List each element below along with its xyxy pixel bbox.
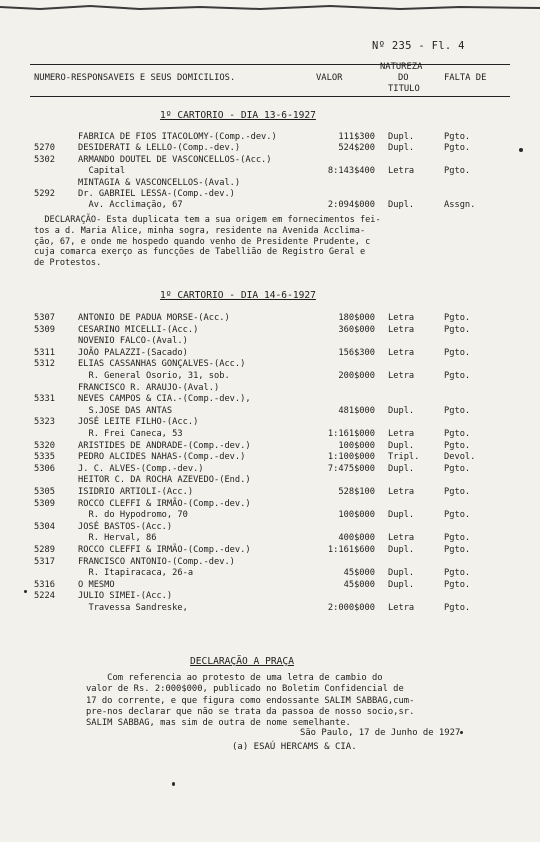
entry-text: R. General Osorio, 31, sob. [78,371,230,381]
entry-valor: 2:094$000 [327,200,375,211]
text-line: cuja comarca exerço as funcções de Tabellião de Registro Geral e [34,247,366,258]
entry-falta: Pgto. [444,166,471,177]
entry-valor: 8:143$400 [327,166,375,177]
entry-natureza: Letra [388,429,415,439]
ink-speck [172,782,175,786]
text-line: valor de Rs. 2:000$000, publicado no Boletim Confidencial de [86,684,404,695]
entry-valor: 2:000$000 [327,603,375,613]
entry-text: HEITOR C. DA ROCHA AZEVEDO-(End.) [78,475,251,486]
entry-text: ARMANDO DOUTEL DE VASCONCELLOS-(Acc.) [78,154,272,165]
header-col-natureza-3: TITULO [388,84,420,94]
header-col-valor: VALOR [316,73,343,83]
entry-valor: 1:161$000 [327,429,375,439]
entry-natureza: Tripl. [388,452,420,463]
text-line: ção, 67, e onde me hospedo quando venho de Presidente Prudente, c [34,236,371,247]
entry-row [0,580,540,590]
entry-falta: Pgto. [444,579,471,590]
entry-text: Travessa Sandreske, [78,603,188,613]
entry-number: 5316 [34,579,55,590]
entry-row [0,603,540,613]
entry-text: J. C. ALVES-(Comp.-dev.) [78,463,204,474]
entry-falta: Pgto. [444,533,471,544]
declaracao-title: DECLARAÇÃO A PRAÇA [190,656,294,667]
section2-title: 1º CARTORIO - DIA 14-6-1927 [160,290,316,301]
entry-row [0,189,540,199]
entry-row [0,325,540,335]
entry-natureza: Letra [388,347,415,358]
entry-row [0,143,540,153]
entry-row [0,429,540,439]
entry-falta: Pgto. [444,143,471,154]
entry-falta: Pgto. [444,463,471,474]
entry-row [0,336,540,346]
entry-row [0,359,540,369]
entry-text: ROCCO CLEFFI & IRMÃO-(Comp.-dev.) [78,498,251,509]
page-number: Nº 235 - Fl. 4 [372,40,465,52]
entry-falta: Pgto. [444,440,471,451]
entry-falta: Pgto. [444,603,471,613]
entry-valor: 45$000 [343,579,375,590]
entry-falta: Pgto. [444,568,471,579]
entry-text: ELIAS CASSANHAS GONÇALVES-(Acc.) [78,359,246,370]
entry-valor: 1:161$600 [327,545,375,555]
entry-row [0,348,540,358]
text-line: pre-nos declarar que não se trata da passoa de nosso socio,sr. [86,706,415,717]
entry-falta: Assgn. [444,200,476,211]
header-bottom-rule [30,96,510,97]
entry-falta: Pgto. [444,132,471,142]
entry-falta: Pgto. [444,429,471,439]
entry-text: JOSÉ LEITE FILHO-(Acc.) [78,417,199,428]
entry-text: FRANCISCO R. ARAUJO-(Aval.) [78,382,220,393]
entry-text: ISIDRIO ARTIOLI-(Acc.) [78,487,194,497]
entry-natureza: Letra [388,603,415,613]
entry-valor: 100$000 [338,510,375,521]
entry-row [0,475,540,485]
entry-row [0,510,540,520]
entry-number: 5270 [34,143,55,154]
entry-text: NEVES CAMPOS & CIA.-(Comp.-dev.), [78,394,251,405]
entry-row [0,132,540,142]
entry-row [0,178,540,188]
entry-row [0,464,540,474]
entry-falta: Pgto. [444,405,471,416]
text-line: Com referencia ao protesto de uma letra de cambio do [86,673,383,683]
entry-text: Dr. GABRIEL LESSA-(Comp.-dev.) [78,189,235,199]
entry-number: 5292 [34,189,55,199]
entry-text: Capital [78,166,126,177]
entry-row [0,545,540,555]
entry-row [0,394,540,404]
entry-falta: Pgto. [444,371,471,381]
text-line: de Protestos. [34,258,102,269]
entry-row [0,371,540,381]
entry-row [0,568,540,578]
entry-valor: 481$000 [338,405,375,416]
entry-text: R. Frei Caneca, 53 [78,429,183,439]
entry-valor: 7:475$000 [327,463,375,474]
entry-text: R. do Hypodromo, 70 [78,510,188,521]
entry-natureza: Dupl. [388,568,415,579]
entry-natureza: Dupl. [388,405,415,416]
ink-speck [519,148,523,152]
entry-number: 5302 [34,154,55,165]
entry-natureza: Dupl. [388,440,415,451]
entry-number: 5309 [34,498,55,509]
entry-row [0,452,540,462]
text-line: tos a d. Maria Alice, minha sogra, residente na Avenida Acclima- [34,225,366,236]
entry-valor: 180$000 [338,313,375,323]
entry-text: R. Herval, 86 [78,533,157,544]
entry-row [0,406,540,416]
entry-text: JULIO SIMEI-(Acc.) [78,591,173,602]
entry-text: ROCCO CLEFFI & IRMÃO-(Comp.-dev.) [78,545,251,555]
entry-valor: 524$200 [338,143,375,154]
entry-natureza: Letra [388,313,415,323]
entry-valor: 528$100 [338,487,375,497]
entry-valor: 156$300 [338,347,375,358]
entry-valor: 360$000 [338,324,375,335]
entry-text: PEDRO ALCIDES NAHAS-(Comp.-dev.) [78,452,246,463]
declaracao-signature: (a) ESAÚ HERCAMS & CIA. [232,742,357,752]
entry-row [0,557,540,567]
header-col-natureza-2: DO [398,73,409,83]
entry-number: 5224 [34,591,55,602]
header-col-natureza-1: NATUREZA [380,62,423,72]
entry-valor: 1:100$000 [327,452,375,463]
entry-row [0,417,540,427]
entry-natureza: Dupl. [388,463,415,474]
entry-natureza: Letra [388,487,415,497]
entry-text: FABRICA DE FIOS ITACOLOMY-(Comp.-dev.) [78,132,277,142]
entry-number: 5317 [34,556,55,567]
torn-edge-ink [0,3,540,15]
entry-falta: Pgto. [444,347,471,358]
entry-valor: 100$000 [338,440,375,451]
entry-text: MINTAGIA & VASCONCELLOS-(Aval.) [78,177,241,188]
entry-number: 5320 [34,440,55,451]
entry-natureza: Dupl. [388,143,415,154]
entry-natureza: Letra [388,166,415,177]
entry-text: DESIDERATI & LELLO-(Comp.-dev.) [78,143,241,154]
entry-natureza: Dupl. [388,545,415,555]
entry-valor: 45$000 [343,568,375,579]
entry-row [0,166,540,176]
entry-row [0,533,540,543]
entry-natureza: Dupl. [388,200,415,211]
entry-number: 5312 [34,359,55,370]
entry-row [0,499,540,509]
entry-text: R. Itapiracaca, 26-a [78,568,194,579]
ink-speck [24,590,27,593]
entry-valor: 200$000 [338,371,375,381]
entry-row [0,200,540,210]
header-top-rule [30,64,510,65]
entry-text: JOÃO PALAZZI-(Sacado) [78,347,188,358]
entry-text: JOSÉ BASTOS-(Acc.) [78,521,173,532]
entry-text: ARISTIDES DE ANDRADE-(Comp.-dev.) [78,440,251,451]
entry-text: ANTONIO DE PADUA MORSE-(Acc.) [78,313,230,323]
entry-number: 5306 [34,463,55,474]
entry-falta: Pgto. [444,324,471,335]
header-col-responsaveis: NUMERO-RESPONSAVEIS E SEUS DOMICILIOS. [34,73,236,83]
entry-number: 5289 [34,545,55,555]
entry-row [0,441,540,451]
entry-natureza: Letra [388,371,415,381]
entry-natureza: Letra [388,533,415,544]
entry-number: 5305 [34,487,55,497]
text-line: SALIM SABBAG, mas sim de outra de nome semelhante. [86,718,351,729]
header-col-falta: FALTA DE [444,73,487,83]
entry-row [0,522,540,532]
entry-text: O MESMO [78,579,115,590]
entry-row [0,591,540,601]
page-top-edge [0,0,540,12]
entry-falta: Devol. [444,452,476,463]
entry-text: NOVENIO FALCO-(Aval.) [78,336,188,347]
entry-number: 5304 [34,521,55,532]
entry-text: S.JOSE DAS ANTAS [78,405,173,416]
text-line: DECLARAÇÃO- Esta duplicata tem a sua origem em fornecimentos fei- [34,215,381,225]
entry-number: 5309 [34,324,55,335]
entry-number: 5331 [34,394,55,405]
section1-title: 1º CARTORIO - DIA 13-6-1927 [160,110,316,121]
entry-natureza: Letra [388,324,415,335]
text-line: 17 do corrente, e que figura como endossante SALIM SABBAG,cum- [86,695,415,706]
entry-row [0,313,540,323]
entry-text: Av. Acclimação, 67 [78,200,183,211]
entry-falta: Pgto. [444,545,471,555]
entry-natureza: Dupl. [388,579,415,590]
entry-text: FRANCISCO ANTONIO-(Comp.-dev.) [78,556,235,567]
entry-valor: 400$000 [338,533,375,544]
ink-speck [460,731,463,734]
entry-valor: 111$300 [338,132,375,142]
entry-row [0,155,540,165]
entry-number: 5323 [34,417,55,428]
declaracao-place-date: São Paulo, 17 de Junho de 1927 [300,728,461,738]
entry-falta: Pgto. [444,510,471,521]
entry-natureza: Dupl. [388,510,415,521]
entry-number: 5335 [34,452,55,463]
entry-falta: Pgto. [444,313,471,323]
entry-number: 5311 [34,347,55,358]
entry-row [0,383,540,393]
entry-row [0,487,540,497]
entry-natureza: Dupl. [388,132,415,142]
entry-falta: Pgto. [444,487,471,497]
entry-number: 5307 [34,313,55,323]
entry-text: CESARINO MICELLI-(Acc.) [78,324,199,335]
